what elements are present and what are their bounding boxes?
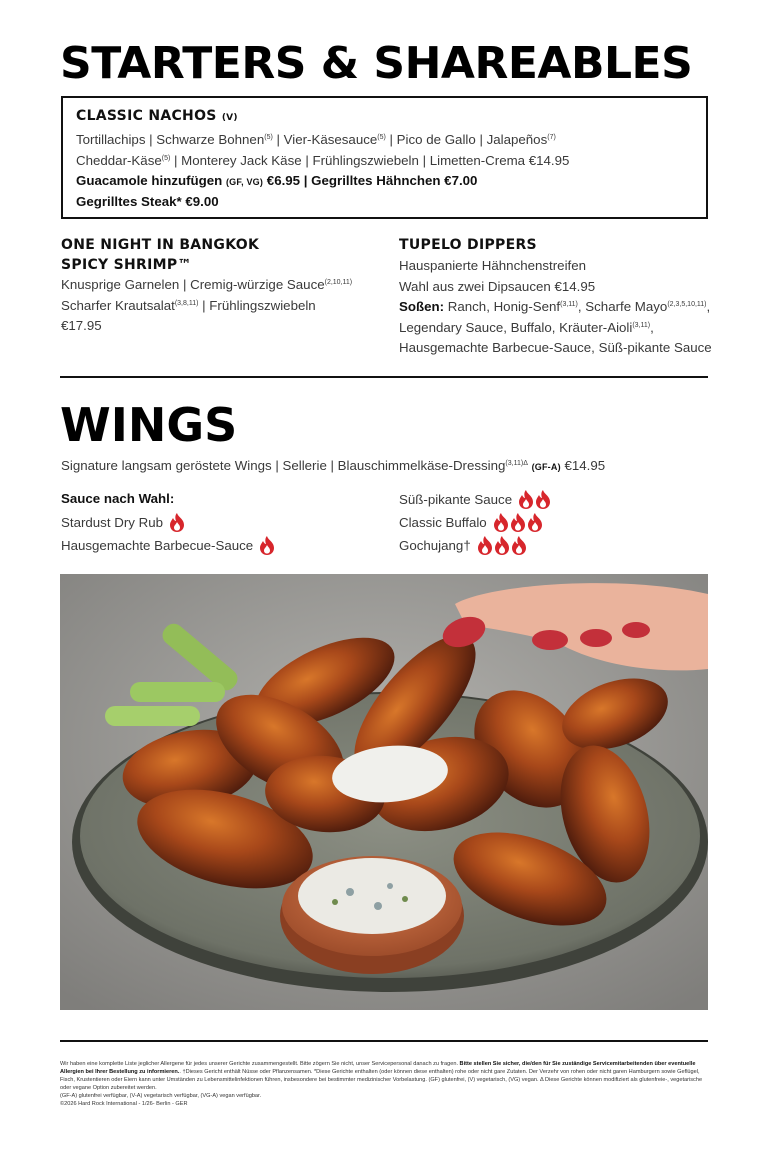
bangkok-desc-2-sup: (3,8,11): [174, 299, 199, 307]
flame-icon: [169, 513, 185, 532]
wings-desc: [61, 456, 721, 478]
section-title-wings: WINGS: [60, 398, 238, 452]
footnote-p1: Wir haben eine komplette Liste jeglicher Allergene für jedes unserer Gerichte zusammengestellt. Bitte zögern Sie nicht, unser Servicepersonal danach zu fragen.: [60, 1061, 460, 1067]
tupelo-sauce-b: , Scharfe Mayo: [577, 299, 668, 314]
sauce-item: [61, 534, 381, 557]
flame-icon: [510, 513, 526, 532]
tupelo-item: [399, 235, 739, 359]
nachos-addon-line1: [76, 171, 693, 192]
footnote-copyright: ©2026 Hard Rock International - 1/26- Berlin - GER: [60, 1101, 188, 1107]
flame-icon: [494, 536, 510, 555]
nachos-desc-line2: Cheddar-Käse$^{(5)}$ | Monterey Jack Käse | Frühlingszwiebeln | Limetten-Crema €14.95: [76, 152, 570, 168]
bangkok-desc-1-sup: (2,10,11): [324, 279, 353, 286]
tupelo-sauce-c: ,: [706, 299, 711, 314]
tupelo-line2-a: Legendary Sauce, Buffalo, Kräuter-Aioli: [399, 319, 633, 335]
section-divider: [60, 376, 708, 378]
tupelo-sauces: [399, 297, 739, 318]
sauce-heading: Sauce nach Wahl:: [61, 491, 175, 506]
footnote-p1-bold: Bitte stellen Sie sicher, die/den für Sie zuständige Servicemitarbeitenden über eventuelle Allergien bei Ihrer Bestellung zu informieren.: [60, 1061, 696, 1075]
flame-icon: [511, 536, 527, 555]
sauce-list-left: [61, 488, 381, 557]
sauce-item: [399, 511, 719, 534]
bangkok-desc-1-text: Knusprige Garnelen | Cremig-würzige Sauce: [61, 277, 325, 292]
flame-icon: [518, 490, 534, 509]
tupelo-sauces-3: Hausgemachte Barbecue-Sauce, Süß-pikante Sauce: [399, 340, 712, 355]
item-name-nachos: [76, 107, 693, 128]
bangkok-name-2: SPICY SHRIMP™: [61, 257, 192, 273]
footnote-paragraph: [60, 1060, 710, 1092]
tupelo-line2-sup: (3,11): [632, 321, 651, 329]
flame-icon: [493, 513, 509, 532]
allergen-footnote: [60, 1060, 710, 1108]
sauce-item: [61, 511, 381, 534]
bangkok-desc-2: [61, 296, 381, 317]
sauce-label: Stardust Dry Rub: [61, 515, 163, 530]
sauce-item: [399, 534, 719, 557]
bangkok-name-1: ONE NIGHT IN BANGKOK: [61, 237, 260, 253]
heat-indicator: [493, 513, 543, 532]
tupelo-desc-1: Hauspanierte Hähnchenstreifen: [399, 258, 587, 273]
heat-indicator: [169, 513, 185, 532]
sauce-label: Classic Buffalo: [399, 515, 487, 530]
tupelo-sauce-b-sup: (2,3,5,10,11): [667, 301, 707, 308]
wings-plate-illustration: [60, 574, 708, 1010]
heat-indicator: [259, 536, 275, 555]
flame-icon: [477, 536, 493, 555]
tupelo-name: TUPELO DIPPERS: [399, 237, 537, 253]
tupelo-desc-2: Wahl aus zwei Dipsaucen €14.95: [399, 278, 596, 294]
sauce-list-right: [399, 488, 719, 557]
sauce-label: Hausgemachte Barbecue-Sauce: [61, 538, 254, 553]
nachos-desc-line1: Tortillachips | Schwarze Bohnen$^{(5)}$ | Vier-Käsesauce$^{(5)}$ | Pico de Gallo | Jalapeños$^{(7)}$: [76, 132, 556, 147]
tupelo-sauce-a: Ranch, Honig-Senf: [444, 299, 561, 314]
flame-icon: [527, 513, 543, 532]
footnote-p2: . †Dieses Gericht enthält Nüsse oder Pflanzensamen. *Diese Gerichte enthalten (oder können diese enthalten) rohe oder nicht gare Zutaten. Der Verzehr von rohen oder nicht garen Hamburgern sowie Geflügel, Fisch, Krustentieren oder Eiern kann unter Umständen zu Lebensmittelinfektionen führen, insbesondere bei bestimmter medizinischer Vorbelastung. (GF) glutenfrei, (V) vegetarisch, (VG) vegan. Δ Diese Gerichte können modifiziert als glutenfreie-, vegetarische oder vegane Option zubereitet werden.: [60, 1069, 703, 1091]
sauce-label: Süß-pikante Sauce: [399, 492, 513, 507]
nachos-addon-line2: Gegrilltes Steak* €9.00: [76, 194, 219, 209]
tupelo-line2-b: ,: [650, 319, 654, 335]
heat-indicator: [518, 490, 551, 509]
addon-guacamole: Guacamole hinzufügen: [76, 173, 223, 188]
bangkok-desc-2-text: Scharfer Krautsalat: [61, 297, 175, 313]
bangkok-desc-1: [61, 275, 381, 296]
tupelo-sauces-2: [399, 318, 739, 339]
footer-divider: [60, 1040, 708, 1042]
bangkok-item: [61, 235, 381, 337]
footnote-p3: (GF-A) glutenfrei verfügbar, (V-A) vegetarisch verfügbar, (VG-A) vegan verfügbar.: [60, 1093, 262, 1099]
wings-tag: (GF-A): [531, 462, 561, 472]
addon-guacamole-price: €6.95 | Gegrilltes Hähnchen €7.00: [266, 173, 478, 188]
nachos-name: CLASSIC NACHOS: [76, 108, 217, 124]
tupelo-sauce-a-sup: (3,11): [560, 301, 578, 308]
nachos-tag: (V): [221, 113, 238, 123]
nachos-box: [61, 96, 708, 219]
flame-icon: [259, 536, 275, 555]
flame-icon: [535, 490, 551, 509]
bangkok-desc-2-rest: | Frühlingszwiebeln: [198, 297, 316, 313]
heat-indicator: [477, 536, 527, 555]
wings-price: €14.95: [564, 458, 606, 473]
tupelo-sauces-label: Soßen:: [399, 299, 445, 314]
section-title-starters: STARTERS & SHAREABLES: [60, 38, 693, 89]
wings-desc-text: Signature langsam geröstete Wings | Sellerie | Blauschimmelkäse-Dressing: [61, 458, 506, 473]
wings-photo: [60, 574, 708, 1010]
bangkok-price: €17.95: [61, 318, 102, 333]
addon-guacamole-tag: (GF, VG): [225, 177, 264, 187]
sauce-label: Gochujang†: [399, 538, 471, 553]
wings-desc-sup: (3,11)Δ: [505, 460, 528, 467]
sauce-item: [399, 488, 719, 511]
